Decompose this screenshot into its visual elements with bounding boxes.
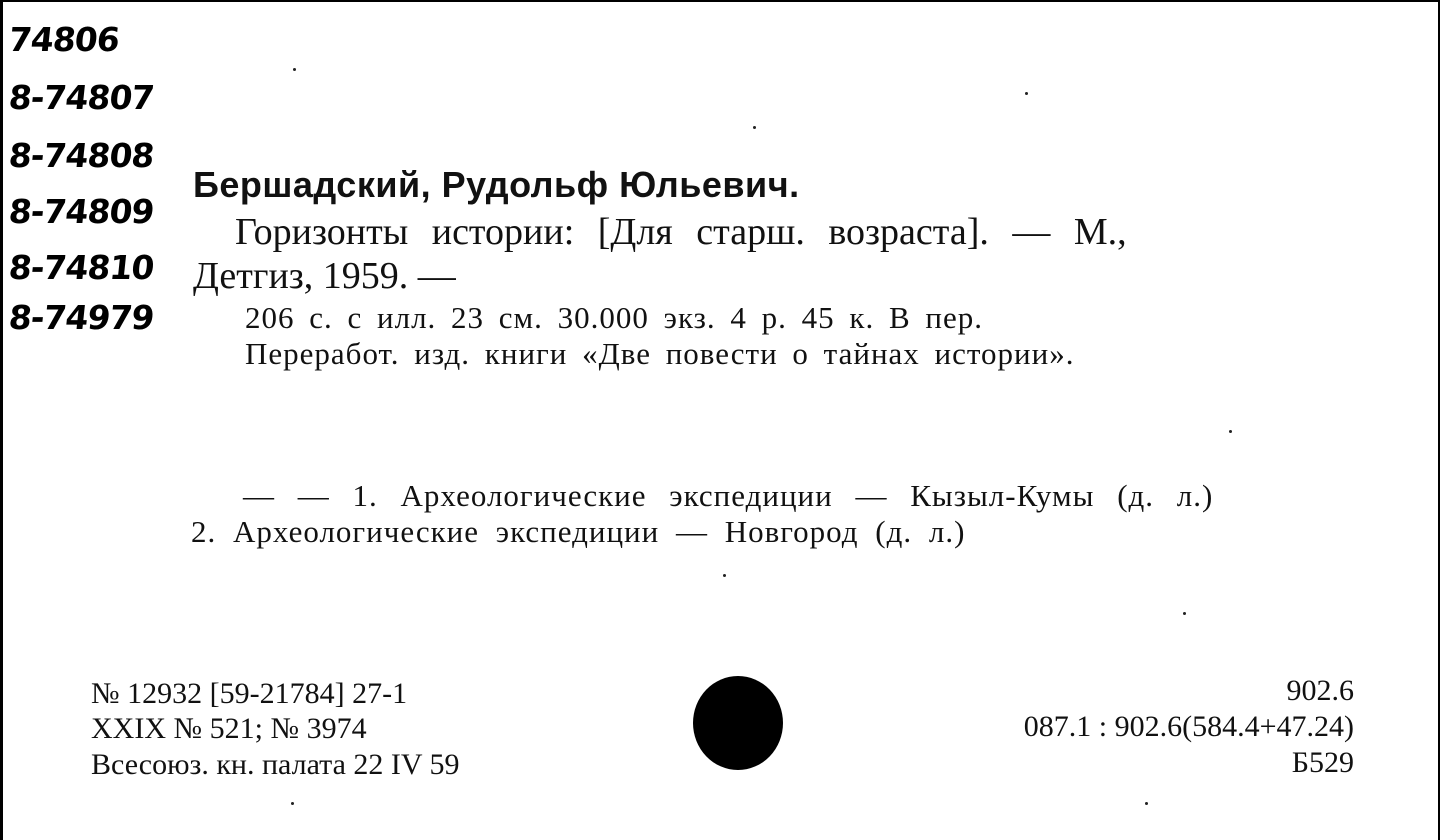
punch-hole: [693, 676, 783, 770]
speck: [1145, 802, 1148, 805]
inventory-number: 74806: [6, 20, 121, 59]
speck: [1183, 612, 1186, 615]
registry-number: № 12932 [59-21784] 27-1: [91, 677, 408, 710]
edition-note: Переработ. изд. книги «Две повести о тайнах истории».: [245, 336, 1075, 371]
speck: [291, 802, 294, 805]
speck: [1229, 430, 1232, 433]
book-chamber-stamp: Всесоюз. кн. палата 22 IV 59: [91, 748, 460, 781]
inventory-number: 8-74809: [6, 192, 156, 231]
subject-heading: 2. Археологические экспедиции — Новгород (д. л.): [191, 514, 966, 549]
classification-code: 902.6: [1286, 674, 1354, 707]
inventory-number: 8-74979: [6, 298, 156, 337]
author-heading: Бершадский, Рудольф Юльевич.: [193, 164, 800, 205]
author-mark: Б529: [1291, 746, 1354, 779]
speck: [293, 68, 296, 71]
subject-heading: — — 1. Археологические экспедиции — Кызыл-Кумы (д. л.): [243, 478, 1214, 513]
classification-code: 087.1 : 902.6(584.4+47.24): [1023, 710, 1354, 743]
title-line: Горизонты истории: [Для старш. возраста]. — М.,: [235, 211, 1127, 253]
speck: [723, 574, 726, 577]
inventory-number: 8-74807: [6, 78, 156, 117]
speck: [1025, 92, 1028, 95]
registry-number: XXIX № 521; № 3974: [91, 712, 367, 745]
speck: [753, 126, 756, 129]
inventory-number: 8-74810: [6, 248, 156, 287]
inventory-number: 8-74808: [6, 136, 156, 175]
title-line-continued: Детгиз, 1959. —: [193, 255, 456, 297]
physical-description: 206 с. с илл. 23 см. 30.000 экз. 4 р. 45 к. В пер.: [245, 300, 983, 335]
